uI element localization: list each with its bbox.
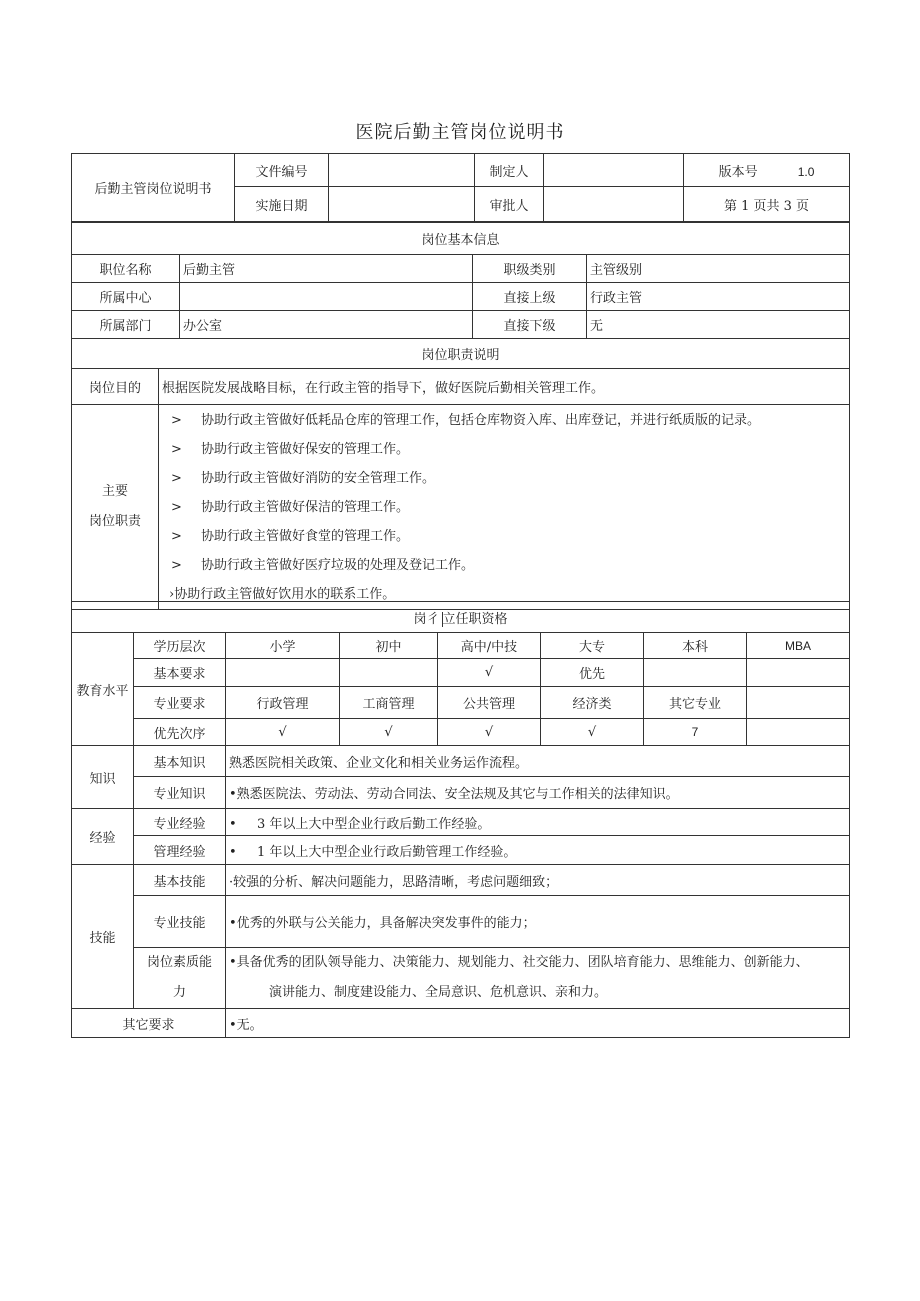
- duty-item: [159, 464, 849, 493]
- pro-exp-value: [226, 809, 850, 836]
- priority-cell: 7: [644, 719, 747, 746]
- experience-label: 经验: [72, 809, 134, 865]
- edu-level: MBA: [747, 633, 850, 659]
- quality-skill-label-line1: 岗位素质能: [146, 955, 212, 970]
- duty-item-text: 协助行政主管做好保洁的管理工作。: [201, 500, 410, 515]
- duty-table: [71, 338, 850, 610]
- position-name-value: 后勤主管: [180, 255, 473, 283]
- duty-item-text: ›协助行政主管做好饮用水的联系工作。: [169, 587, 396, 602]
- author-label: 制定人: [475, 154, 544, 187]
- major-cell: 工商管理: [340, 687, 438, 719]
- quality-skill-label-line2: 力: [172, 985, 186, 1000]
- subordinate-value: 无: [587, 311, 850, 339]
- duty-item-text: 协助行政主管做好消防的安全管理工作。: [201, 471, 436, 486]
- edu-level: 小学: [226, 633, 340, 659]
- edu-level: 初中: [340, 633, 438, 659]
- superior-label: 直接上级: [473, 283, 587, 311]
- major-cell: [747, 687, 850, 719]
- basic-skill-value: ·较强的分析、解决问题能力，思路清晰，考虑问题细致；: [226, 865, 850, 896]
- major-cell: 公共管理: [438, 687, 541, 719]
- quality-skill-value: [226, 948, 850, 1009]
- major-label: 专业要求: [134, 687, 226, 719]
- chevron-right-icon: >: [171, 471, 182, 486]
- priority-cell: √: [340, 719, 438, 746]
- duty-item-text: 协助行政主管做好食堂的管理工作。: [201, 529, 410, 544]
- bullet-icon: •: [229, 844, 237, 860]
- center-value: [180, 283, 473, 311]
- knowledge-label: 知识: [72, 746, 134, 809]
- chevron-right-icon: >: [171, 413, 182, 428]
- basic-req-cell: [747, 659, 850, 687]
- duty-item: [159, 522, 849, 551]
- pro-knowledge-label: 专业知识: [134, 777, 226, 809]
- basic-req-cell: [644, 659, 747, 687]
- dept-label: 所属部门: [72, 311, 180, 339]
- page-info: 第 1 页共 3 页: [684, 187, 850, 222]
- chevron-right-icon: >: [171, 442, 182, 457]
- pro-skill-label: 专业技能: [134, 896, 226, 948]
- main-duty-label: [72, 405, 159, 610]
- quality-skill-line1: •具备优秀的团队领导能力、决策能力、规划能力、社交能力、团队培育能力、思维能力、创新能力、: [229, 955, 809, 970]
- approver-value: [544, 187, 684, 222]
- priority-cell: √: [438, 719, 541, 746]
- priority-cell: √: [541, 719, 644, 746]
- edu-label: 教育水平: [72, 633, 134, 746]
- basic-req-cell: [226, 659, 340, 687]
- basic-section-title: 岗位基本信息: [72, 223, 850, 255]
- version-value: 1.0: [797, 164, 815, 179]
- duty-section-title: 岗位职责说明: [72, 339, 850, 369]
- level-label: 职级类别: [473, 255, 587, 283]
- date-value: [329, 187, 475, 222]
- edu-level: 本科: [644, 633, 747, 659]
- chevron-right-icon: >: [171, 500, 182, 515]
- version-label: 版本号: [718, 164, 758, 180]
- purpose-label: 岗位目的: [72, 369, 159, 405]
- duty-item-text: 协助行政主管做好医疗垃圾的处理及登记工作。: [201, 558, 475, 573]
- duty-item-text: 协助行政主管做好低耗品仓库的管理工作，包括仓库物资入库、出库登记，并进行纸质版的记录。: [201, 413, 761, 428]
- qual-section-title-right: 立任职资格: [442, 611, 508, 627]
- duty-item: [159, 551, 849, 580]
- basic-info-table: [71, 222, 850, 339]
- main-duty-label-line2: 岗位职责: [88, 514, 141, 529]
- pro-knowledge-value: •熟悉医院法、劳动法、劳动合同法、安全法规及其它与工作相关的法律知识。: [226, 777, 850, 809]
- other-value: •无。: [226, 1009, 850, 1038]
- bullet-icon: •: [229, 816, 237, 832]
- page-title: 医院后勤主管岗位说明书: [355, 122, 565, 143]
- basic-req-cell: 优先: [541, 659, 644, 687]
- basic-knowledge-value: 熟悉医院相关政策、企业文化和相关业务运作流程。: [226, 746, 850, 777]
- purpose-value: 根据医院发展战略目标，在行政主管的指导下，做好医院后勤相关管理工作。: [159, 369, 850, 405]
- priority-cell: [747, 719, 850, 746]
- major-cell: 其它专业: [644, 687, 747, 719]
- other-label: 其它要求: [72, 1009, 226, 1038]
- duty-item-text: 协助行政主管做好保安的管理工作。: [201, 442, 410, 457]
- approver-label: 审批人: [475, 187, 544, 222]
- basic-req-cell: [340, 659, 438, 687]
- basic-knowledge-label: 基本知识: [134, 746, 226, 777]
- mgmt-exp-label: 管理经验: [134, 836, 226, 865]
- date-label: 实施日期: [235, 187, 329, 222]
- basic-req-cell: √: [438, 659, 541, 687]
- doc-no-label: 文件编号: [235, 154, 329, 187]
- edu-level: 大专: [541, 633, 644, 659]
- author-value: [544, 154, 684, 187]
- doc-no-value: [329, 154, 475, 187]
- qual-section-title: [72, 602, 850, 633]
- edu-level: 高中/中技: [438, 633, 541, 659]
- center-label: 所属中心: [72, 283, 180, 311]
- duty-item: [159, 493, 849, 522]
- position-name-label: 职位名称: [72, 255, 180, 283]
- basic-skill-label: 基本技能: [134, 865, 226, 896]
- main-duty-label-line1: 主要: [101, 484, 128, 499]
- qualification-table: [71, 601, 850, 1038]
- mgmt-exp-text: 1 年以上大中型企业行政后勤管理工作经验。: [257, 844, 517, 860]
- priority-cell: √: [226, 719, 340, 746]
- basic-req-label: 基本要求: [134, 659, 226, 687]
- pro-exp-label: 专业经验: [134, 809, 226, 836]
- pro-skill-value: •优秀的外联与公关能力，具备解决突发事件的能力；: [226, 896, 850, 948]
- major-cell: 经济类: [541, 687, 644, 719]
- chevron-right-icon: >: [171, 529, 182, 544]
- document-header-table: [71, 153, 850, 222]
- mgmt-exp-value: [226, 836, 850, 865]
- edu-level-label: 学历层次: [134, 633, 226, 659]
- doc-name: 后勤主管岗位说明书: [72, 154, 235, 222]
- quality-skill-line2: 演讲能力、制度建设能力、全局意识、危机意识、亲和力。: [269, 985, 608, 1000]
- duty-list-cell: [159, 405, 850, 610]
- major-cell: 行政管理: [226, 687, 340, 719]
- qual-section-title-left: 岗彳: [414, 612, 443, 627]
- duty-item: [159, 435, 849, 464]
- skill-label: 技能: [72, 865, 134, 1009]
- subordinate-label: 直接下级: [473, 311, 587, 339]
- version-cell: [684, 154, 850, 187]
- duty-item: [159, 406, 849, 435]
- priority-label: 优先次序: [134, 719, 226, 746]
- pro-exp-text: 3 年以上大中型企业行政后勤工作经验。: [257, 816, 491, 832]
- quality-skill-label: [134, 948, 226, 1009]
- chevron-right-icon: >: [171, 558, 182, 573]
- level-value: 主管级别: [587, 255, 850, 283]
- superior-value: 行政主管: [587, 283, 850, 311]
- dept-value: 办公室: [180, 311, 473, 339]
